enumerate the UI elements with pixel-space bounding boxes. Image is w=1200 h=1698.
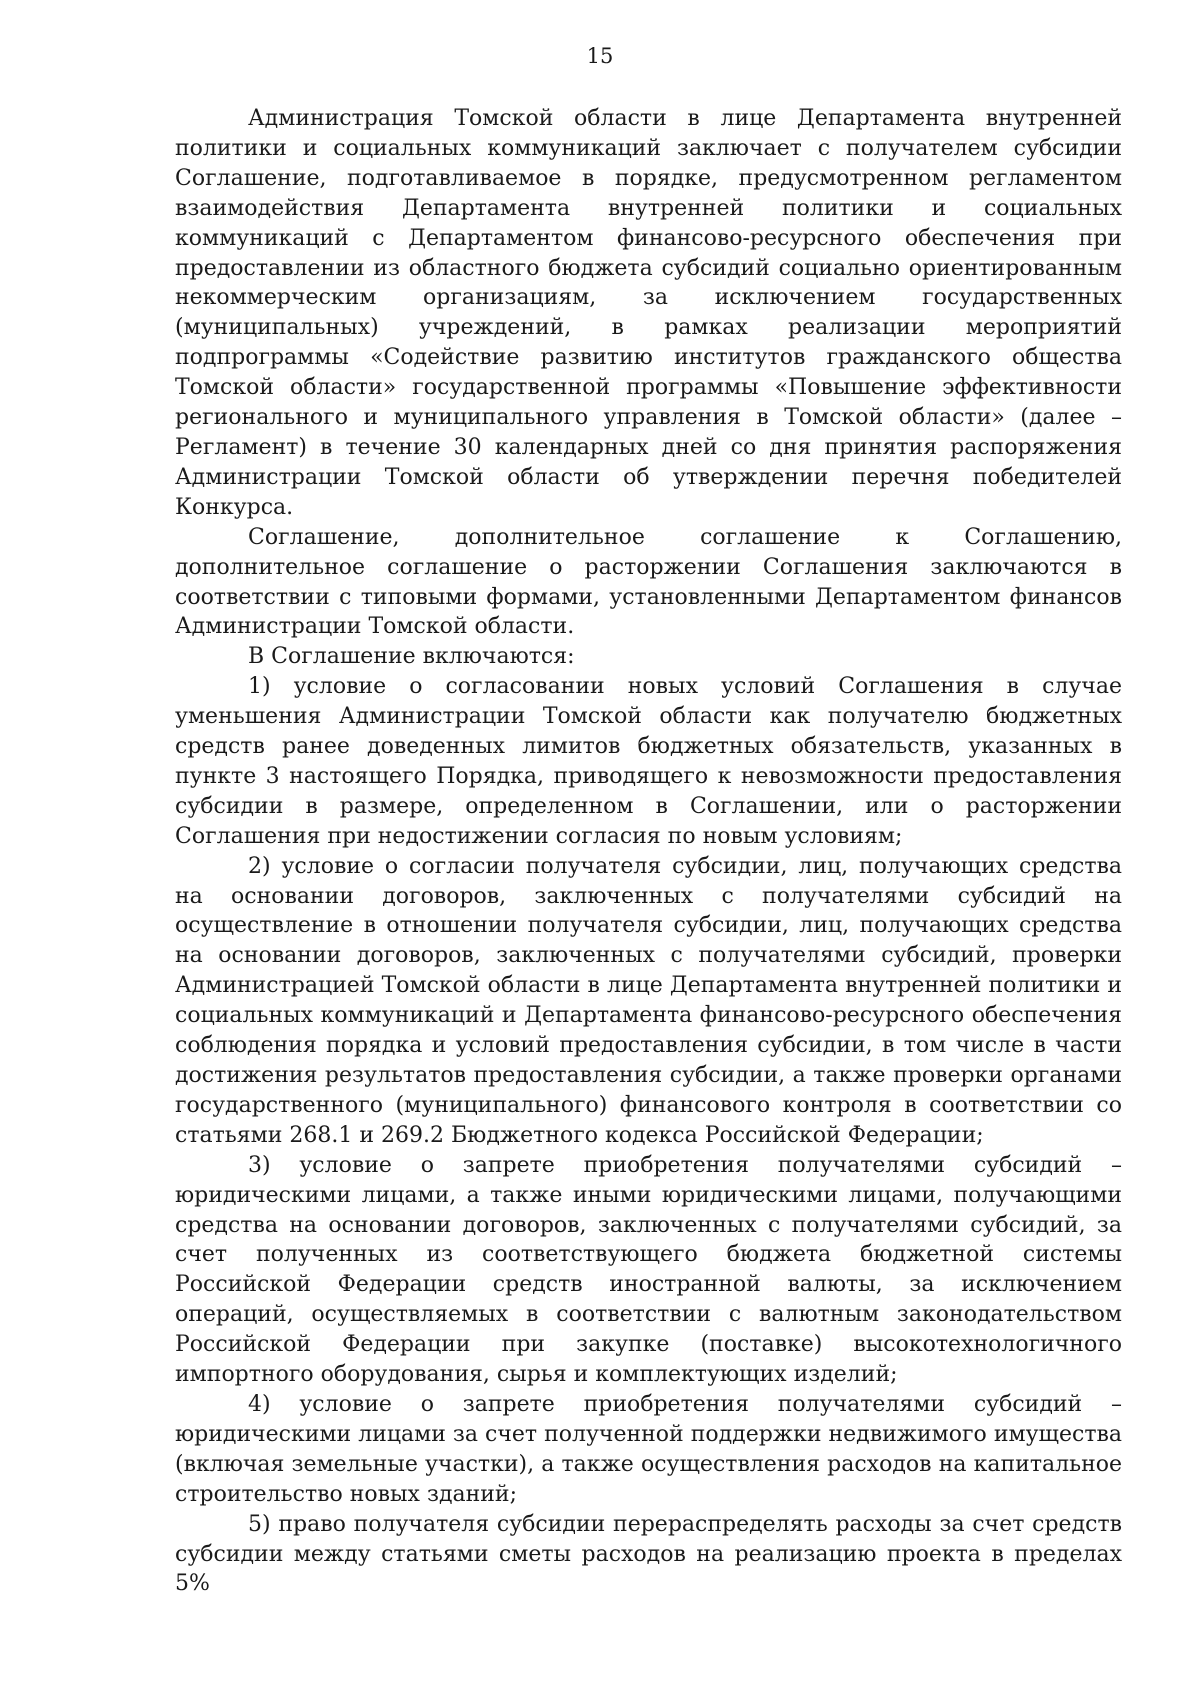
list-item-condition-3: 3) условие о запрете приобретения получателями субсидий – юридическими лицами, а также иными юридическими лицами, получающими средства на основании договоров, заключенных с получателями субсидий, за счет полученных из соответствующего бюджета бюджетной системы Российской Федерации средств иностранной валюты, за исключением операций, осуществляемых в соответствии с валютным законодательством Российской Федерации при закупке (поставке) высокотехнологичного импортного оборудования, сырья и комплектующих изделий; <box>175 1152 1122 1388</box>
list-item-condition-1: 1) условие о согласовании новых условий Соглашения в случае уменьшения Администрации Томской области как получателю бюджетных средств ранее доведенных лимитов бюджетных обязательств, указанных в пункте 3 настоящего Порядка, приводящего к невозможности предоставления субсидии в размере, определенном в Соглашении, или о расторжении Соглашения при недостижении согласия по новым условиям; <box>175 674 1122 849</box>
paragraph-typical-forms: Соглашение, дополнительное соглашение к Соглашению, дополнительное соглашение о расторжении Соглашения заключаются в соответствии с типовыми формами, установленными Департаментом финансов Администрации Томской области. <box>175 524 1122 640</box>
document-body <box>175 104 1122 1599</box>
list-item-condition-5: 5) право получателя субсидии перераспределять расходы за счет средств субсидии между статьями сметы расходов на реализацию проекта в пределах 5% <box>175 1511 1122 1597</box>
page-number: 15 <box>586 44 614 68</box>
paragraph-included-conditions-intro: В Соглашение включаются: <box>248 644 575 670</box>
list-item-condition-2: 2) условие о согласии получателя субсидии, лиц, получающих средства на основании договоров, заключенных с получателями субсидий на осуществление в отношении получателя субсидии, лиц, получающих средства на основании договоров, заключенных с получателями субсидий, проверки Администрацией Томской области в лице Департамента внутренней политики и социальных коммуникаций и Департамента финансово-ресурсного обеспечения соблюдения порядка и условий предоставления субсидии, в том числе в части достижения результатов предоставления субсидии, а также проверки органами государственного (муниципального) финансового контроля в соответствии со статьями 268.1 и 269.2 Бюджетного кодекса Российской Федерации; <box>175 853 1122 1148</box>
paragraph-agreement-conclusion: Администрация Томской области в лице Департамента внутренней политики и социальных коммуникаций заключает с получателем субсидии Соглашение, подготавливаемое в порядке, предусмотренном регламентом взаимодействия Департамента внутренней политики и социальных коммуникаций с Департаментом финансово-ресурсного обеспечения при предоставлении из областного бюджета субсидий социально ориентированным некоммерческим организациям, за исключением государственных (муниципальных) учреждений, в рамках реализации мероприятий подпрограммы «Содействие развитию институтов гражданского общества Томской области» государственной программы «Повышение эффективности регионального и муниципального управления в Томской области» (далее – Регламент) в течение 30 календарных дней со дня принятия распоряжения Администрации Томской области об утверждении перечня победителей Конкурса. <box>175 106 1122 520</box>
list-item-condition-4: 4) условие о запрете приобретения получателями субсидий – юридическими лицами за счет полученной поддержки недвижимого имущества (включая земельные участки), а также осуществления расходов на капитальное строительство новых зданий; <box>175 1391 1122 1507</box>
